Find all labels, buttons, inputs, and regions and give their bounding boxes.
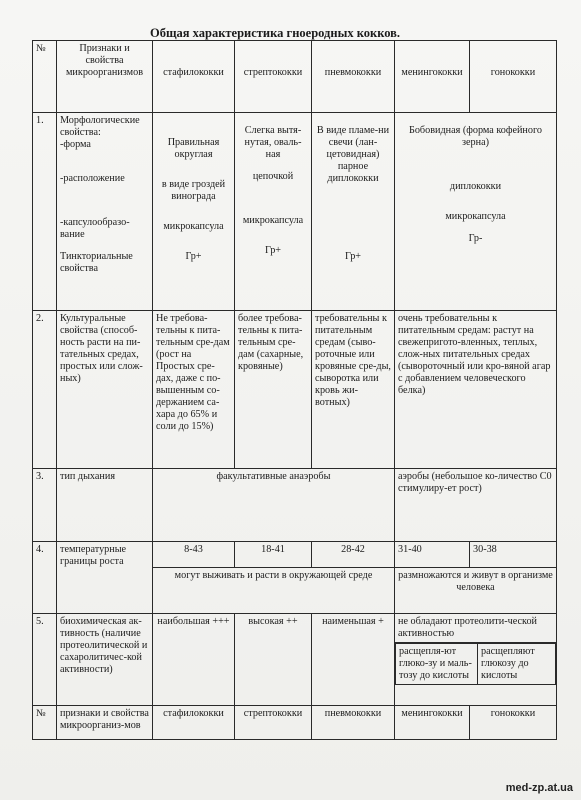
row1-label-main: Морфологические свойства: <box>60 115 140 139</box>
row2-neisseria: очень требовательны к питательным средам: растут на свежепригото-вленных, теплых, слож-ных питательных средах (сывороточный или кро-вяной агар с добавлением человеческого белка) <box>395 311 557 469</box>
footer-col-staph: стафилококки <box>153 706 235 740</box>
row1-label <box>57 113 153 311</box>
row1-label-form: -форма <box>60 139 91 151</box>
staph-tinct: Гр+ <box>185 251 202 263</box>
row5-neisseria-split <box>395 643 556 685</box>
row1-neisseria <box>395 113 557 311</box>
site-watermark: med-zp.at.ua <box>505 782 573 794</box>
header-col-gono: гонококки <box>470 41 557 113</box>
neisseria-form: Бобовидная (форма кофейного зерна) <box>408 125 542 149</box>
strep-caps: микрокапсула <box>242 215 304 227</box>
row5-neisseria-top: не обладают протеолити-ческой активностью <box>395 614 556 643</box>
row5-pneumo: наименьшая + <box>312 614 395 706</box>
row5-meningo: расщепля-ют глюко-зу и маль-тозу до кислоты <box>396 644 478 685</box>
row2-label: Культуральные свойства (способ-ность расти на пи-тательных средах, простых или слож-ных) <box>57 311 153 469</box>
row-respiration <box>33 469 557 542</box>
row4-meningo: 31-40 <box>395 542 470 568</box>
pneumo-form: В виде пламе-ни свечи (лан-цетовидная) <box>316 125 390 161</box>
header-col-staph: стафилококки <box>153 41 235 113</box>
footer-feature: признаки и свойства микроорганиз-мов <box>57 706 153 740</box>
neisseria-caps: микрокапсула <box>445 211 506 223</box>
staph-arr: в виде гроздей винограда <box>161 179 226 203</box>
row3-gram-pos: факультативные анаэробы <box>153 469 395 542</box>
row1-strep <box>235 113 312 311</box>
row2-staph: Не требова-тельны к пита-тельным сре-дам (рост на Простых сре-дах, даже с по-вышенным со-держанием са-хара до 65% и соли до 15%) <box>153 311 235 469</box>
neisseria-arr: диплококки <box>449 181 502 193</box>
strep-tinct: Гр+ <box>264 245 282 257</box>
header-feature: Признаки и свойства микроорганизмов <box>57 41 153 113</box>
row2-strep: более требова-тельны к пита-тельным сре-дам (сахарные, кровяные) <box>235 311 312 469</box>
row1-label-caps: -капсулообразо-вание <box>60 217 130 241</box>
row1-num: 1. <box>33 113 57 311</box>
row4-strep: 18-41 <box>235 542 312 568</box>
row4-label: температурные границы роста <box>57 542 153 614</box>
header-col-meningo: менингококки <box>395 41 470 113</box>
pneumo-arr: парное диплококки <box>327 161 379 185</box>
row-morphology <box>33 113 557 311</box>
row3-neisseria: аэробы (небольшое ко-личество С0 стимулиру-ет рост) <box>395 469 557 542</box>
header-col-pneumo: пневмококки <box>312 41 395 113</box>
row3-num: 3. <box>33 469 57 542</box>
characteristics-table <box>32 40 557 740</box>
footer-col-meningo: менингококки <box>395 706 470 740</box>
header-col-strep: стрептококки <box>235 41 312 113</box>
strep-form: Слегка вытя-нутая, оваль-ная <box>244 125 302 161</box>
pneumo-tinct: Гр+ <box>344 251 362 263</box>
header-num: № <box>33 41 57 113</box>
row5-gono: расщепляют глюкозу до кислоты <box>478 644 556 685</box>
row5-neisseria <box>395 614 557 706</box>
row3-label: тип дыхания <box>57 469 153 542</box>
row4-gono: 30-38 <box>470 542 557 568</box>
row4-gram-pos-note: могут выживать и расти в окружающей среде <box>153 568 395 614</box>
row-biochemical <box>33 614 557 706</box>
staph-caps: микрокапсула <box>163 221 224 233</box>
row-cultural <box>33 311 557 469</box>
row1-staph <box>153 113 235 311</box>
row4-staph: 8-43 <box>153 542 235 568</box>
footer-col-pneumo: пневмококки <box>312 706 395 740</box>
footer-col-strep: стрептококки <box>235 706 312 740</box>
row5-num: 5. <box>33 614 57 706</box>
row4-pneumo: 28-42 <box>312 542 395 568</box>
row1-label-tinct: Тинкториальные свойства <box>60 251 133 275</box>
row4-neisseria-note: размножаются и живут в организме человека <box>395 568 557 614</box>
page-title: Общая характеристика гноеродных кокков. <box>150 26 401 40</box>
row4-num: 4. <box>33 542 57 614</box>
row-temperature <box>33 542 557 568</box>
row5-staph: наибольшая +++ <box>153 614 235 706</box>
row1-label-arr: -расположение <box>60 173 125 185</box>
footer-col-gono: гонококки <box>470 706 557 740</box>
row2-num: 2. <box>33 311 57 469</box>
footer-row <box>33 706 557 740</box>
neisseria-tinct: Гр- <box>468 233 483 245</box>
row5-label: биохимическая ак-тивность (наличие протеолитической и сахаролитичес-кой активности) <box>57 614 153 706</box>
header-row <box>33 41 557 113</box>
footer-num: № <box>33 706 57 740</box>
row1-pneumo <box>312 113 395 311</box>
row2-pneumo: требовательны к питательным средам (сыво-роточные или кровяные сре-ды, сыворотка или кровь жи-вотных) <box>312 311 395 469</box>
row5-strep: высокая ++ <box>235 614 312 706</box>
staph-form: Правильная округлая <box>167 137 220 161</box>
strep-arr: цепочкой <box>252 171 294 183</box>
